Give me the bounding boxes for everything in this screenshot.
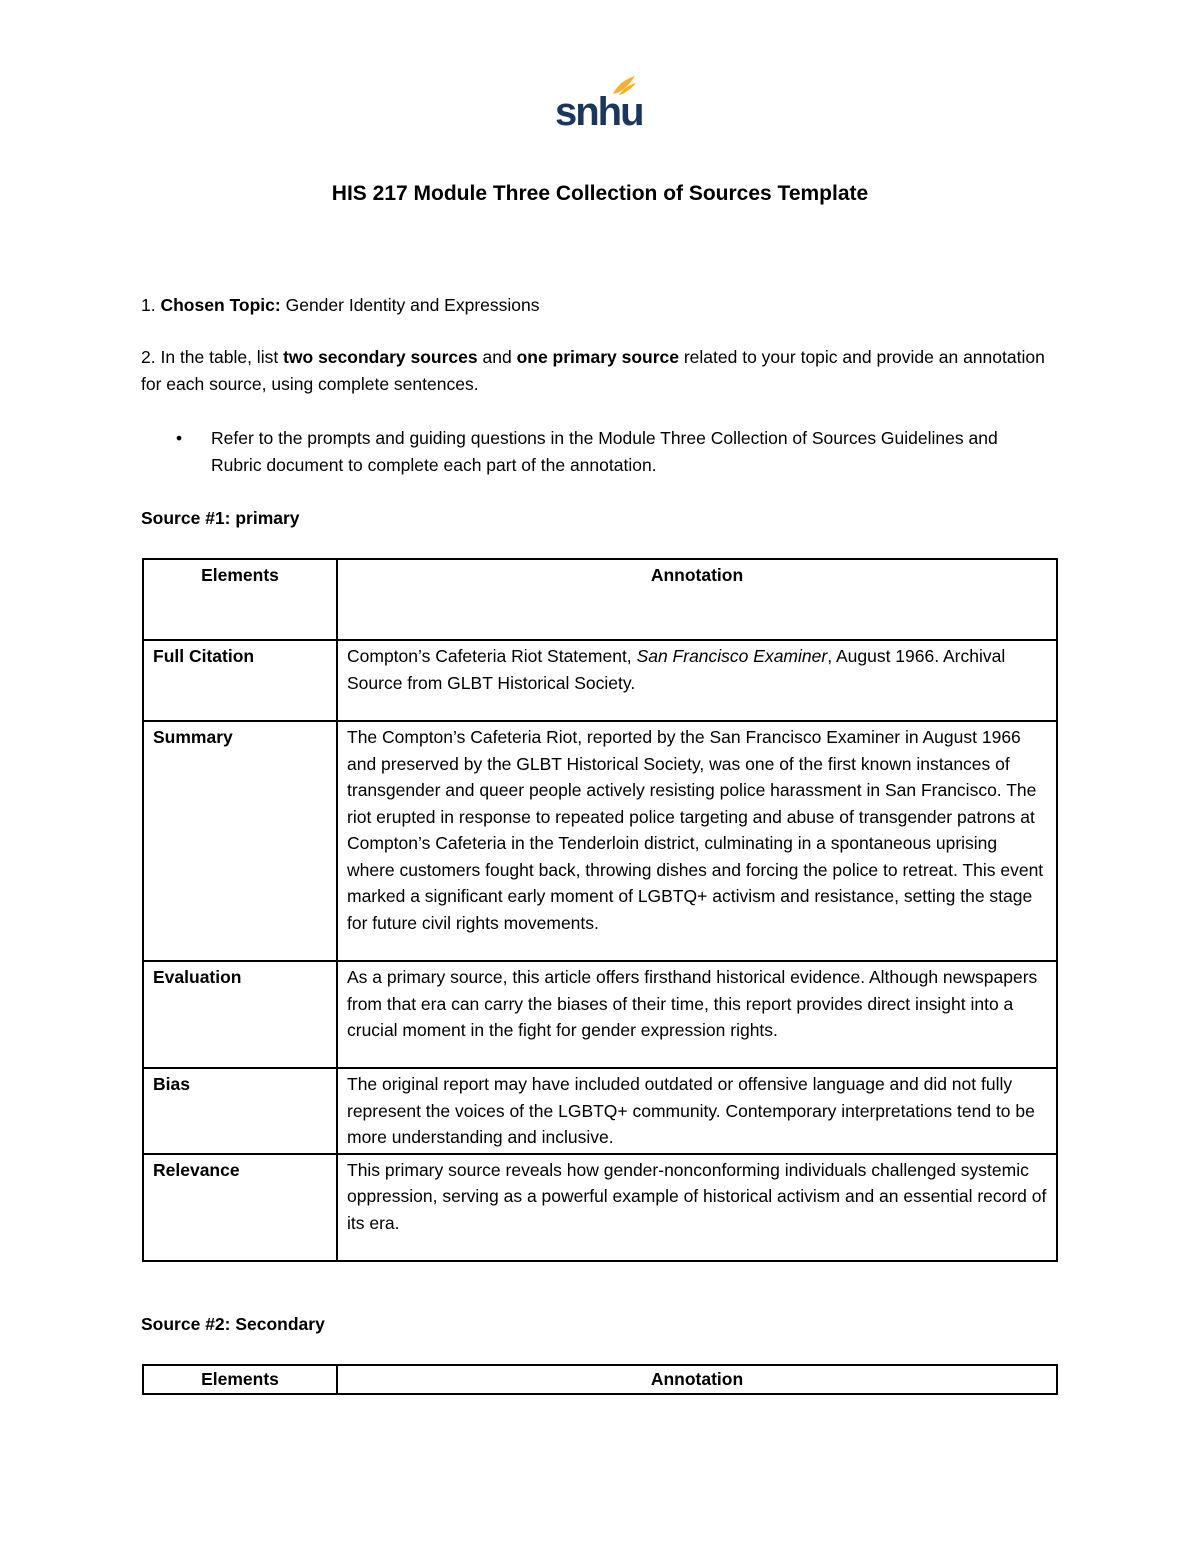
bias-label: Bias <box>143 1068 337 1154</box>
citation-label: Full Citation <box>143 640 337 721</box>
source-2-table <box>142 1364 1058 1395</box>
elements-header: Elements <box>143 559 337 640</box>
instructions-paragraph <box>141 344 1056 397</box>
source-1-heading: Source #1: primary <box>141 508 300 528</box>
source-1-table <box>142 558 1058 1262</box>
evaluation-label: Evaluation <box>143 961 337 1068</box>
instruction-text: related to your topic and provide an annotation for each source, using complete sentences. <box>141 347 1045 394</box>
bullet-icon: • <box>176 428 183 448</box>
table-row <box>143 1154 1057 1261</box>
instruction-text: and <box>482 347 512 367</box>
summary-cell: The Compton’s Cafeteria Riot, reported by the San Francisco Examiner in August 1966 and preserved by the GLBT Historical Society, was one of the first known instances of transgender and queer people actively resisting police harassment in San Francisco. The riot erupted in response to repeated police targeting and abuse of transgender patrons at Compton’s Cafeteria in the Tenderloin district, culminating in a spontaneous uprising where customers fought back, throwing dishes and forcing the police to retreat. This event marked a significant early moment of LGBTQ+ activism and resistance, setting the stage for future civil rights movements. <box>337 721 1057 961</box>
evaluation-cell: As a primary source, this article offers firsthand historical evidence. Although newspapers from that era can carry the biases of their time, this report provides direct insight into a crucial moment in the fight for gender expression rights. <box>337 961 1057 1068</box>
table-row <box>143 640 1057 721</box>
table-header-row <box>143 559 1057 640</box>
chosen-topic-line <box>141 292 540 319</box>
citation-text: Compton’s Cafeteria Riot Statement, <box>347 646 632 666</box>
snhu-logo <box>555 74 641 136</box>
relevance-cell: This primary source reveals how gender-nonconforming individuals challenged systemic oppression, serving as a powerful example of historical activism and an essential record of its era. <box>337 1154 1057 1261</box>
instruction-bold: two secondary sources <box>283 347 478 367</box>
table-header-row <box>143 1365 1057 1394</box>
bias-cell: The original report may have included outdated or offensive language and did not fully represent the voices of the LGBTQ+ community. Contemporary interpretations tend to be more understanding and inclusive. <box>337 1068 1057 1154</box>
logo-wordmark: snhu <box>555 90 643 134</box>
citation-cell <box>337 640 1057 721</box>
item-number: 1. <box>141 295 156 315</box>
annotation-header: Annotation <box>337 1365 1057 1394</box>
instruction-text: In the table, list <box>160 347 279 367</box>
chosen-topic-value: Gender Identity and Expressions <box>285 295 540 315</box>
annotation-header: Annotation <box>337 559 1057 640</box>
bullet-text: Refer to the prompts and guiding questions in the Module Three Collection of Sources Guidelines and Rubric document to complete each part of the annotation. <box>211 428 998 475</box>
table-row <box>143 721 1057 961</box>
item-number: 2. <box>141 347 156 367</box>
source-2-heading: Source #2: Secondary <box>141 1314 325 1334</box>
citation-publication: San Francisco Examiner <box>636 646 828 666</box>
chosen-topic-label: Chosen Topic: <box>160 295 281 315</box>
citation-text: , August 1966. Archival Source from GLBT Historical Society. <box>347 646 1006 693</box>
elements-header: Elements <box>143 1365 337 1394</box>
relevance-label: Relevance <box>143 1154 337 1261</box>
page-title: HIS 217 Module Three Collection of Sources Template <box>331 182 869 205</box>
summary-label: Summary <box>143 721 337 961</box>
table-row <box>143 961 1057 1068</box>
instruction-bold: one primary source <box>516 347 679 367</box>
table-row <box>143 1068 1057 1154</box>
